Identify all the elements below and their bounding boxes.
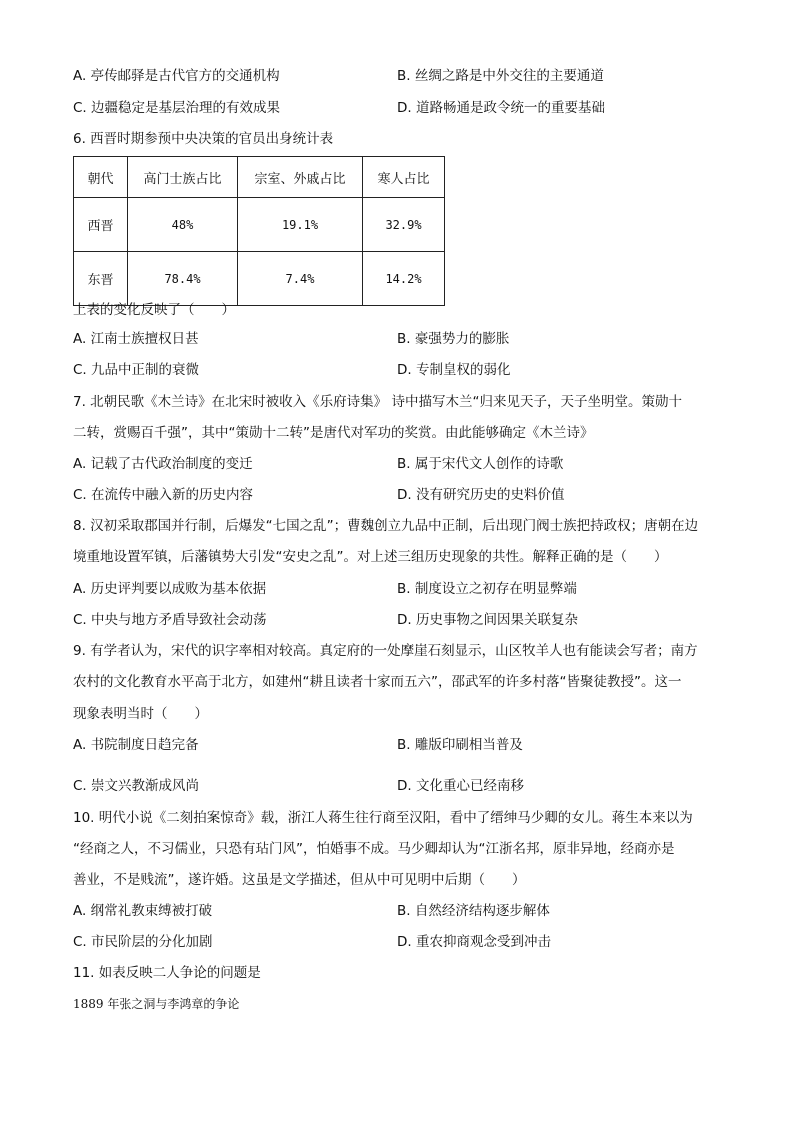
- table-header-cell: 宗室、外戚占比: [238, 157, 363, 198]
- q7-stem-line-1: 7. 北朝民歌《木兰诗》在北宋时被收入《乐府诗集》 诗中描写木兰“归来见天子，天子坐明堂。策勋十: [73, 394, 682, 410]
- table-header-row: [74, 157, 445, 198]
- table-header-cell: 朝代: [74, 157, 128, 198]
- table-cell: 78.4%: [128, 252, 238, 306]
- q8-option-d: D. 历史事物之间因果关联复杂: [397, 612, 578, 628]
- q8-option-a: A. 历史评判要以成败为基本依据: [73, 581, 267, 597]
- q6-title: 6. 西晋时期参预中央决策的官员出身统计表: [73, 131, 334, 147]
- table-cell: 14.2%: [363, 252, 445, 306]
- q5-option-a: A. 亭传邮驿是古代官方的交通机构: [73, 68, 280, 84]
- table-row: [74, 252, 445, 306]
- q11-stem: 11. 如表反映二人争论的问题是: [73, 965, 261, 981]
- q6-option-a: A. 江南士族擅权日甚: [73, 331, 199, 347]
- q10-stem-line-2: “经商之人，不习儒业，只恐有玷门风”，怕婚事不成。马少卿却认为“江浙名邦，原非异地，经商亦是: [73, 841, 675, 857]
- q9-stem-line-2: 农村的文化教育水平高于北方，如建州“耕且读者十家而五六”，邵武军的许多村落“皆聚徒教授”。这一: [73, 674, 682, 690]
- q8-stem-line-1: 8. 汉初采取郡国并行制，后爆发“七国之乱”；曹魏创立九品中正制，后出现门阀士族把持政权；唐朝在边: [73, 518, 699, 534]
- q10-option-d: D. 重农抑商观念受到冲击: [397, 934, 551, 950]
- q10-option-c: C. 市民阶层的分化加剧: [73, 934, 213, 950]
- table-cell: 19.1%: [238, 198, 363, 252]
- table-row: [74, 198, 445, 252]
- q8-stem-line-2: 境重地设置军镇，后藩镇势大引发“安史之乱”。对上述三组历史现象的共性。解释正确的是（ ）: [73, 549, 668, 565]
- q6-option-d: D. 专制皇权的弱化: [397, 362, 511, 378]
- q6-statistics-table: [73, 156, 445, 306]
- q7-option-d: D. 没有研究历史的史料价值: [397, 487, 565, 503]
- q6-option-c: C. 九品中正制的衰微: [73, 362, 200, 378]
- q10-option-a: A. 纲常礼教束缚被打破: [73, 903, 213, 919]
- q11-table-caption: 1889 年张之洞与李鸿章的争论: [73, 997, 240, 1011]
- q9-option-d: D. 文化重心已经南移: [397, 778, 524, 794]
- q8-option-b: B. 制度设立之初存在明显弊端: [397, 581, 577, 597]
- q9-stem-line-1: 9. 有学者认为，宋代的识字率相对较高。真定府的一处摩崖石刻显示，山区牧羊人也有能读会写者；南方: [73, 643, 698, 659]
- q9-option-a: A. 书院制度日趋完备: [73, 737, 199, 753]
- q7-option-b: B. 属于宋代文人创作的诗歌: [397, 456, 564, 472]
- q7-option-a: A. 记载了古代政治制度的变迁: [73, 456, 253, 472]
- q9-stem-line-3: 现象表明当时（ ）: [73, 706, 208, 722]
- q5-option-c: C. 边疆稳定是基层治理的有效成果: [73, 100, 281, 116]
- table-header-cell: 寒人占比: [363, 157, 445, 198]
- table-header-cell: 高门士族占比: [128, 157, 238, 198]
- q6-option-b: B. 豪强势力的膨胀: [397, 331, 510, 347]
- table-cell: 32.9%: [363, 198, 445, 252]
- table-cell: 西晋: [74, 198, 128, 252]
- q9-option-b: B. 雕版印刷相当普及: [397, 737, 523, 753]
- q9-option-c: C. 崇文兴教渐成风尚: [73, 778, 200, 794]
- table-cell: 7.4%: [238, 252, 363, 306]
- table-cell: 东晋: [74, 252, 128, 306]
- q10-stem-line-3: 善业，不是贱流”，遂许婚。这虽是文学描述，但从中可见明中后期（ ）: [73, 872, 526, 888]
- q5-option-d: D. 道路畅通是政令统一的重要基础: [397, 100, 605, 116]
- q7-stem-line-2: 二转，赏赐百千强”，其中“策勋十二转”是唐代对军功的奖赏。由此能够确定《木兰诗》: [73, 425, 594, 441]
- q7-option-c: C. 在流传中融入新的历史内容: [73, 487, 254, 503]
- q10-option-b: B. 自然经济结构逐步解体: [397, 903, 550, 919]
- q10-stem-line-1: 10. 明代小说《二刻拍案惊奇》载，浙江人蒋生往行商至汉阳，看中了缙绅马少卿的女儿。蒋生本来以为: [73, 810, 693, 826]
- q5-option-b: B. 丝绸之路是中外交往的主要通道: [397, 68, 604, 84]
- q6-stem: 上表的变化反映了（ ）: [73, 302, 235, 318]
- q8-option-c: C. 中央与地方矛盾导致社会动荡: [73, 612, 267, 628]
- table-cell: 48%: [128, 198, 238, 252]
